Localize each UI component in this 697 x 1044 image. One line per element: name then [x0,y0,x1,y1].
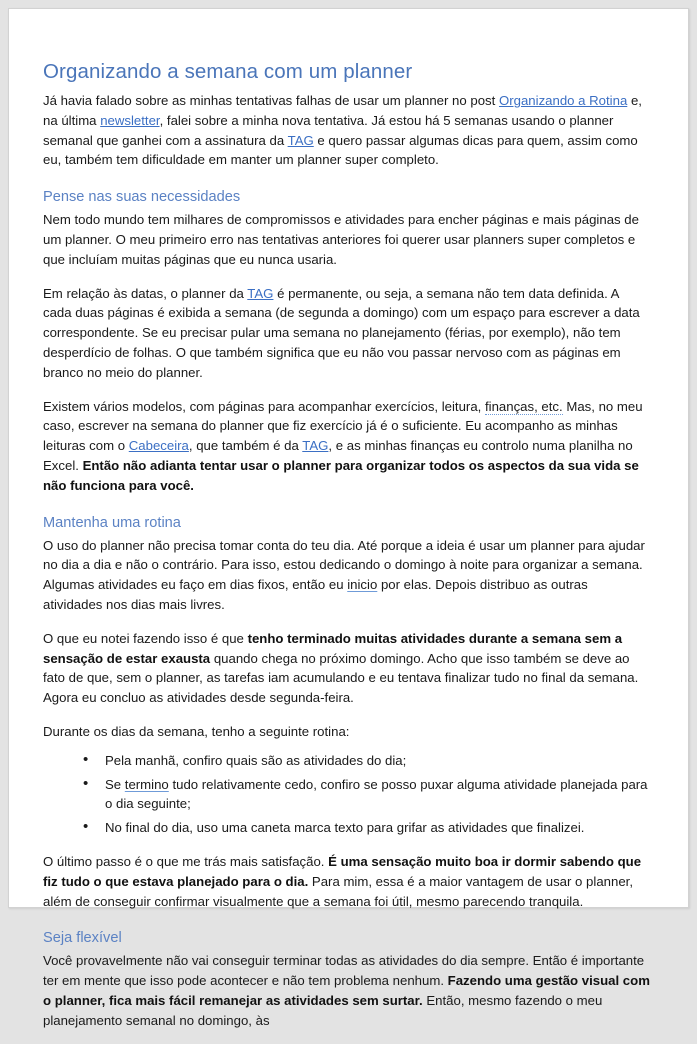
section2-paragraph-2 [43,629,650,708]
section1-paragraph-3 [43,397,650,496]
s2p2-bold-emphasis: tenho terminado muitas atividades durante a semana sem a sensação de estar exausta [43,630,623,666]
section2-paragraph-1 [43,536,650,615]
section3-paragraph-1 [43,951,650,1030]
s1p3-text-2: Mas, no meu caso, escrever na semana do planner que fiz exercício já é o suficiente. Eu acompanho as minhas leituras com o [43,398,643,454]
spellcheck-word-inicio[interactable]: inicio [347,577,378,593]
intro-text-1: Já havia falado sobre as minhas tentativas falhas de usar um planner no post [43,93,499,108]
list-item [83,818,650,838]
s2p4-text-2: Para mim, essa é a maior vantagem de usar o planner, além de conseguir confirmar visualmente que a semana foi útil, mesmo parecendo tranquila. [43,873,633,909]
intro-text-3: , falei sobre a minha nova tentativa. Já estou há 5 semanas usando o planner semanal que ganhei com a assinatura da [43,112,614,148]
page-title: Organizando a semana com um planner [43,60,413,83]
s1p3-text-3: , que também é da [188,438,303,454]
bullet1-text-1: Pela manhã, confiro quais são as atividades do dia; [105,752,407,768]
section1-paragraph-1: Nem todo mundo tem milhares de compromissos e atividades para encher páginas e mais páginas de um planner. O meu primeiro erro nas tentativas anteriores foi querer usar planners super completos e que incluíam muitas páginas que eu nunca usaria. [43,212,639,267]
s2p1-text-1: O uso do planner não precisa tomar conta do teu dia. Até porque a ideia é usar um planner para ajudar no dia a dia e não o contrário. Para isso, estou dedicando o domingo à noite para organizar a semana. Algumas atividades eu faço em dias fixos, então eu [43,537,645,593]
s3p1-text-2: Então, mesmo fazendo o meu planejamento semanal no domingo, às [43,992,603,1028]
link-tag-intro[interactable]: TAG [287,132,314,148]
s3p1-text-1: Você provavelmente não vai conseguir terminar todas as atividades do dia sempre. Então é importante ter em mente que isso pode acontecer e não tem problema nenhum. [43,953,645,989]
section-heading-flexivel: Seja flexível [43,930,122,947]
link-tag-datas[interactable]: TAG [247,285,274,301]
s1p3-text-4: , e as minhas finanças eu controlo numa planilha no Excel. [43,438,633,473]
list-item [83,775,650,815]
s2p1-text-2: por elas. Depois distribuo as outras atividades nos dias mais livres. [43,577,588,612]
bullet2-text-1: Se [105,776,125,792]
intro-text-2: e, na última [43,93,642,128]
s1p3-bold-emphasis: Então não adianta tentar usar o planner para organizar todos os aspectos da sua vida se não funciona para você. [43,457,639,493]
section2-paragraph-3: Durante os dias da semana, tenho a seguinte rotina: [43,723,350,739]
routine-bullet-list [43,751,650,838]
s3p1-bold-emphasis: Fazendo uma gestão visual com o planner, fica mais fácil remanejar as atividades sem surtar. [43,973,650,1008]
document-page [8,8,689,1028]
s2p4-text-1: O último passo é o que me trás mais satisfação. [43,853,329,869]
link-organizando-a-rotina[interactable]: Organizando a Rotina [498,93,628,108]
link-tag-cabeceira[interactable]: TAG [302,438,329,454]
style-suggestion-financas[interactable]: finanças, etc. [484,398,563,414]
s2p2-text-2: quando chega no próximo domingo. Acho que isso também se deve ao fato de que, sem o planner, as tarefas iam acumulando e eu tentava finalizar tudo no final da semana. Agora eu concluo as atividades desde segunda-feira. [43,650,639,706]
section-heading-rotina: Mantenha uma rotina [43,514,181,531]
intro-text-4: e quero passar algumas dicas para quem, assim como eu, também tem dificuldade em manter um planner super completo. [43,132,638,168]
bullet3-text-1: No final do dia, uso uma caneta marca texto para grifar as atividades que finalizei. [105,820,585,836]
s2p2-text-1: O que eu notei fazendo isso é que [43,630,248,646]
s1p2-text-2: é permanente, ou seja, a semana não tem data definida. A cada duas páginas é exibida a semana (de segunda a domingo) com um espaço para escrever a data correspondente. Se eu precisar pular uma semana no planejamento (férias, por exemplo), não tem desperdício de folhas. O que também significa que eu não vou passar nervoso com as páginas em branco no meio do planner. [43,285,640,380]
link-newsletter[interactable]: newsletter [100,112,160,128]
document-body[interactable] [43,59,650,1044]
intro-paragraph [43,91,650,170]
section2-paragraph-4 [43,852,650,911]
bullet2-text-2: tudo relativamente cedo, confiro se posso puxar alguma atividade planejada para o dia seguinte; [105,776,648,812]
s1p3-text-1: Existem vários modelos, com páginas para acompanhar exercícios, leitura, [43,398,485,414]
section1-paragraph-2 [43,284,650,383]
spellcheck-word-termino[interactable]: termino [124,776,169,792]
s1p2-text-1: Em relação às datas, o planner da [43,285,248,301]
list-item [83,751,650,771]
link-cabeceira[interactable]: Cabeceira [128,438,189,454]
section-heading-necessidades: Pense nas suas necessidades [43,189,241,206]
s2p4-bold-emphasis: É uma sensação muito boa ir dormir sabendo que fiz tudo o que estava planejado para o dia. [43,853,642,889]
